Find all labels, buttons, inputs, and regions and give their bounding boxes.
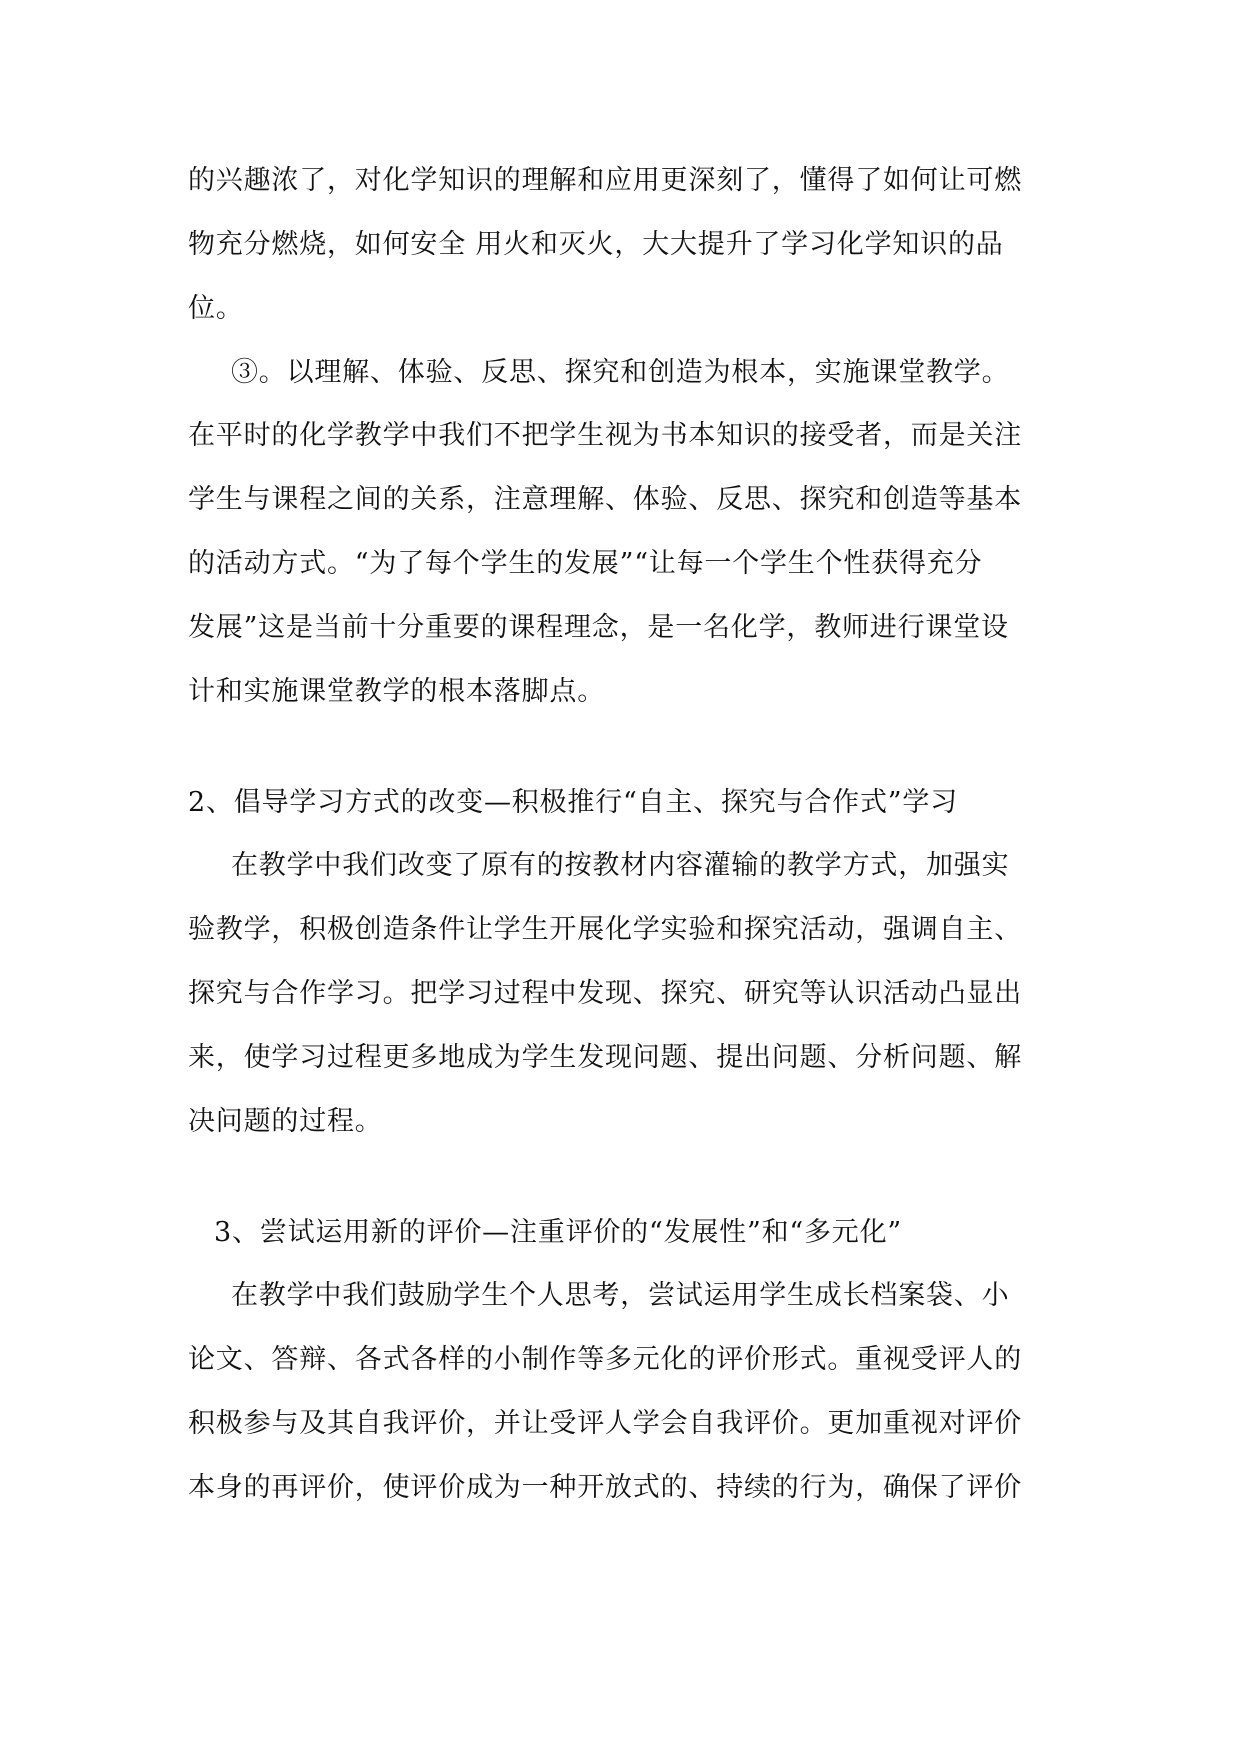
body-text-line: 计和实施课堂教学的根本落脚点。 <box>188 676 605 707</box>
section-heading-3: 3、尝试运用新的评价—注重评价的“发展性”和“多元化” <box>214 1217 902 1248</box>
body-text-line: 的活动方式。“为了每个学生的发展”“让每一个学生个性获得充分 <box>188 548 983 579</box>
body-text-line: 积极参与及其自我评价，并让受评人学会自我评价。更加重视对评价 <box>188 1408 1022 1439</box>
body-text-line: 发展”这是当前十分重要的课程理念，是一名化学，教师进行课堂设 <box>188 612 1009 643</box>
paragraph-start-line: 在教学中我们鼓励学生个人思考，尝试运用学生成长档案袋、小 <box>231 1280 1010 1311</box>
body-text-line: 的兴趣浓了，对化学知识的理解和应用更深刻了，懂得了如何让可燃 <box>188 165 1022 196</box>
body-text-line: 探究与合作学习。把学习过程中发现、探究、研究等认识活动凸显出 <box>188 978 1022 1009</box>
body-text-line: 位。 <box>188 293 244 324</box>
body-text-line: 验教学，积极创造条件让学生开展化学实验和探究活动，强调自主、 <box>188 914 1022 945</box>
body-text-line: 决问题的过程。 <box>188 1106 383 1137</box>
body-text-line: 在平时的化学教学中我们不把学生视为书本知识的接受者，而是关注 <box>188 420 1022 451</box>
body-text-line: 学生与课程之间的关系，注意理解、体验、反思、探究和创造等基本 <box>188 484 1022 515</box>
body-text-line: 来，使学习过程更多地成为学生发现问题、提出问题、分析问题、解 <box>188 1042 1022 1073</box>
paragraph-start-line: 在教学中我们改变了原有的按教材内容灌输的教学方式，加强实 <box>231 850 1010 881</box>
body-text-line: 物充分燃烧，如何安全 用火和灭火，大大提升了学习化学知识的品 <box>188 229 1004 260</box>
paragraph-start-line: ③。以理解、体验、反思、探究和创造为根本，实施课堂教学。 <box>231 357 1010 388</box>
body-text-line: 本身的再评价，使评价成为一种开放式的、持续的行为，确保了评价 <box>188 1472 1022 1503</box>
section-heading-2: 2、倡导学习方式的改变—积极推行“自主、探究与合作式”学习 <box>188 787 958 818</box>
body-text-line: 论文、答辩、各式各样的小制作等多元化的评价形式。重视受评人的 <box>188 1344 1022 1375</box>
